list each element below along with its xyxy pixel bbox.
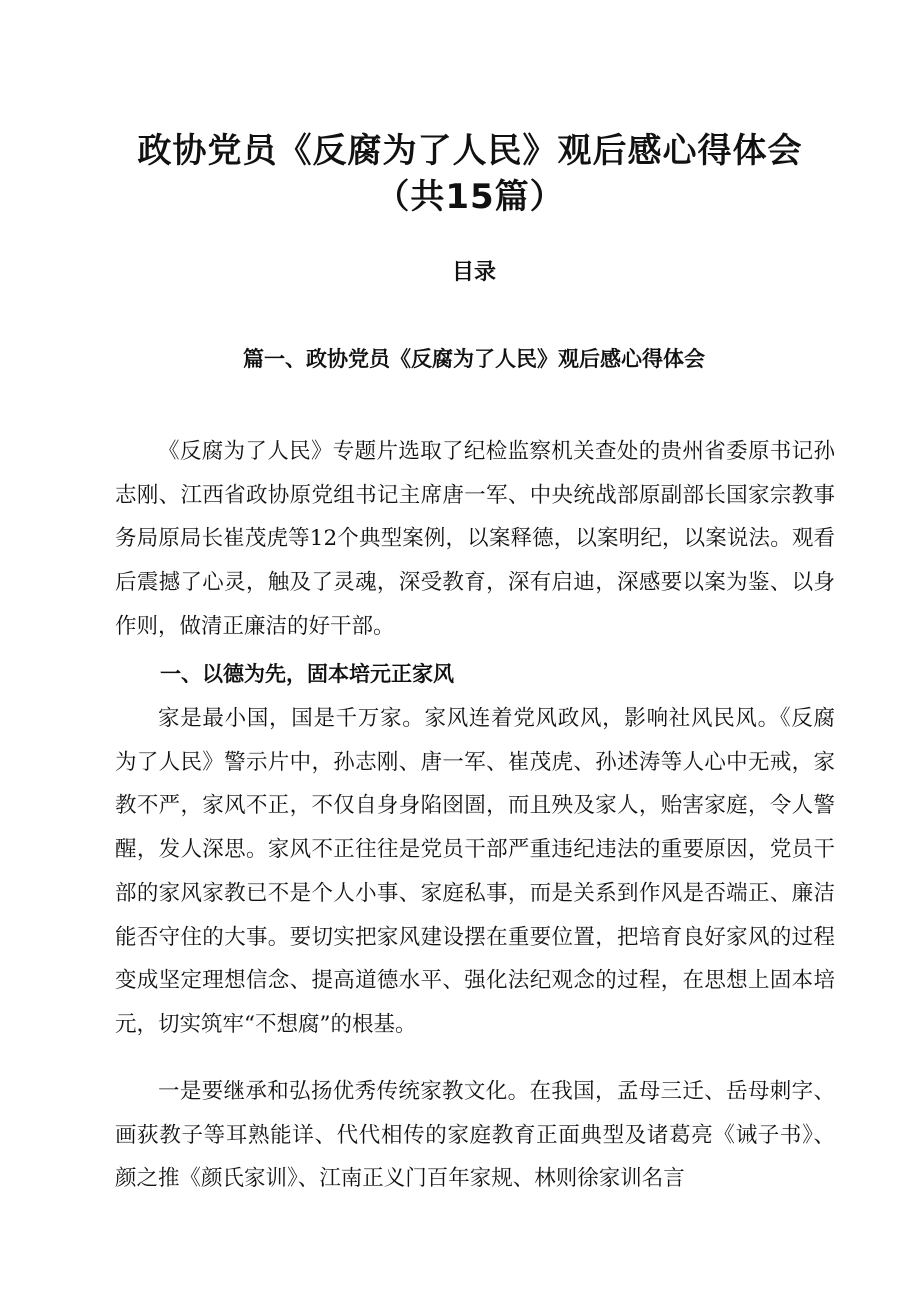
section-heading: 一、以德为先，固本培元正家风 [160, 662, 454, 686]
toc-heading: 目录 [451, 260, 496, 285]
document-title: 政协党员《反腐为了人民》观后感心得体会（共15篇） [137, 131, 803, 217]
toc-item[interactable]: 篇一、政协党员《反腐为了人民》观后感心得体会 [243, 347, 705, 371]
body-paragraph: 家是最小国，国是千万家。家风连着党风政风，影响社风民风。《反腐为了人民》警示片中，孙志刚、唐一军、崔茂虎、孙述涛等人心中无戒，家教不严，家风不正，不仅自身身陷囹圄，而且殃及家人，贻害家庭，令人警醒，发人深思。家风不正往往是党员干部严重违纪违法的重要原因，党员干部的家风家教已不是个人小事、家庭私事，而是关系到作风是否端正、廉洁能否守住的大事。要切实把家风建设摆在重要位置，把培育良好家风的过程变成坚定理想信念、提高道德水平、强化法纪观念的过程，在思想上固本培元，切实筑牢“不想腐”的根基。 [115, 706, 835, 1037]
body-paragraph: 一是要继承和弘扬优秀传统家教文化。在我国，孟母三迁、岳母刺字、画荻教子等耳熟能详、代代相传的家庭教育正面典型及诸葛亮《诫子书》、颜之推《颜氏家训》、江南正义门百年家规、林则徐家训名言 [115, 1079, 835, 1192]
body-paragraph: 《反腐为了人民》专题片选取了纪检监察机关查处的贵州省委原书记孙志刚、江西省政协原党组书记主席唐一军、中央统战部原副部长国家宗教事务局原局长崔茂虎等12个典型案例，以案释德，以案明纪，以案说法。观看后震撼了心灵，触及了灵魂，深受教育，深有启迪，深感要以案为鉴、以身作则，做清正廉洁的好干部。 [115, 439, 835, 639]
